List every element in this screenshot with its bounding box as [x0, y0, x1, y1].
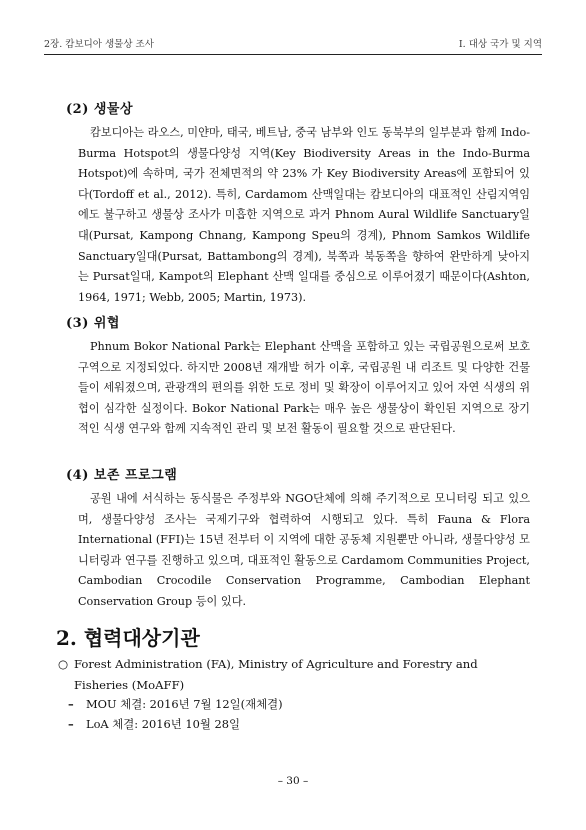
section-heading: (4) 보존 프로그램	[66, 468, 178, 483]
section-heading: (2) 생물상	[66, 102, 134, 117]
chapter-heading: 2. 협력대상기관	[56, 626, 200, 650]
section-paragraph: 공원 내에 서식하는 동식물은 주정부와 NGO단체에 의해 주기적으로 모니터링 되고 있으며, 생물다양성 조사는 국제기구와 협력하여 시행되고 있다. 특히 Fauna & Flora International (FFI)는 15년 전부터 이 지역에 대한 공동체 지원뿐만 아니라, 생물다양성 모니터링과 연구를 진행하고 있으며, 대표적인 활동으로 Cardamom Communities Project, Cambodian Crocodile Conservation Programme, Cambodian Elephant Conservation Group 등이 있다.	[78, 492, 530, 608]
running-header	[44, 36, 542, 55]
section-paragraph: 캄보디아는 라오스, 미얀마, 태국, 베트남, 중국 남부와 인도 동북부의 일부분과 함께 Indo-Burma Hotspot의 생물다양성 지역(Key Biodiversity Areas in the Indo-Burma Hotspot)에 속하며, 국가 전체면적의 약 23% 가 Key Biodiversity Areas에 포함되어 있다(Tordoff et al., 2012). 특히, Cardamom 산맥일대는 캄보디아의 대표적인 산림지역임에도 불구하고 생물상 조사가 미흡한 지역으로 과거 Phnom Aural Wildlife Sanctuary일대(Pursat, Kampong Chnang, Kampong Speu의 경계), Phnom Samkos Wildlife Sanctuary일대(Pursat, Battambong의 경계), 북쪽과 북동쪽을 향하여 완만하게 낮아지는 Pursat일대, Kampot의 Elephant 산맥 일대를 중심으로 이루어졌기 때문이다(Ashton, 1964, 1971; Webb, 2005; Martin, 1973).	[78, 126, 530, 304]
section-threat	[44, 312, 530, 440]
partner-organization	[58, 654, 526, 695]
agreement-item	[68, 714, 240, 734]
agreement-text: MOU 체결: 2016년 7월 12일(재체결)	[86, 697, 283, 711]
page-number: – 30 –	[277, 775, 309, 787]
agreement-text: LoA 체결: 2016년 10월 28일	[86, 717, 240, 731]
agreement-item	[68, 694, 283, 714]
section-heading: (3) 위협	[66, 316, 120, 331]
circle-bullet-icon: ○	[58, 657, 69, 671]
section-conservation	[44, 464, 530, 613]
running-header-chapter: 2장. 캄보디아 생물상 조사	[44, 39, 154, 50]
dash-bullet-icon: –	[68, 697, 74, 711]
section-paragraph: Phnum Bokor National Park는 Elephant 산맥을 포함하고 있는 국립공원으로써 보호구역으로 지정되었다. 하지만 2008년 재개발 허가 이후, 국립공원 내 리조트 및 다양한 건물들이 세워졌으며, 관광객의 편의를 위한 도로 정비 및 확장이 이루어지고 있어 자연 식생의 위협이 심각한 실정이다. Bokor National Park는 매우 높은 생물상이 확인된 지역으로 장기적인 식생 연구와 함께 지속적인 관리 및 보전 활동이 필요할 것으로 판단된다.	[78, 340, 530, 436]
dash-bullet-icon: –	[68, 717, 74, 731]
running-header-section: Ⅰ. 대상 국가 및 지역	[458, 39, 542, 50]
partner-organization-name: Forest Administration (FA), Ministry of Agriculture and Forestry and Fisheries (MoAFF)	[74, 657, 478, 692]
section-biota	[44, 98, 530, 308]
